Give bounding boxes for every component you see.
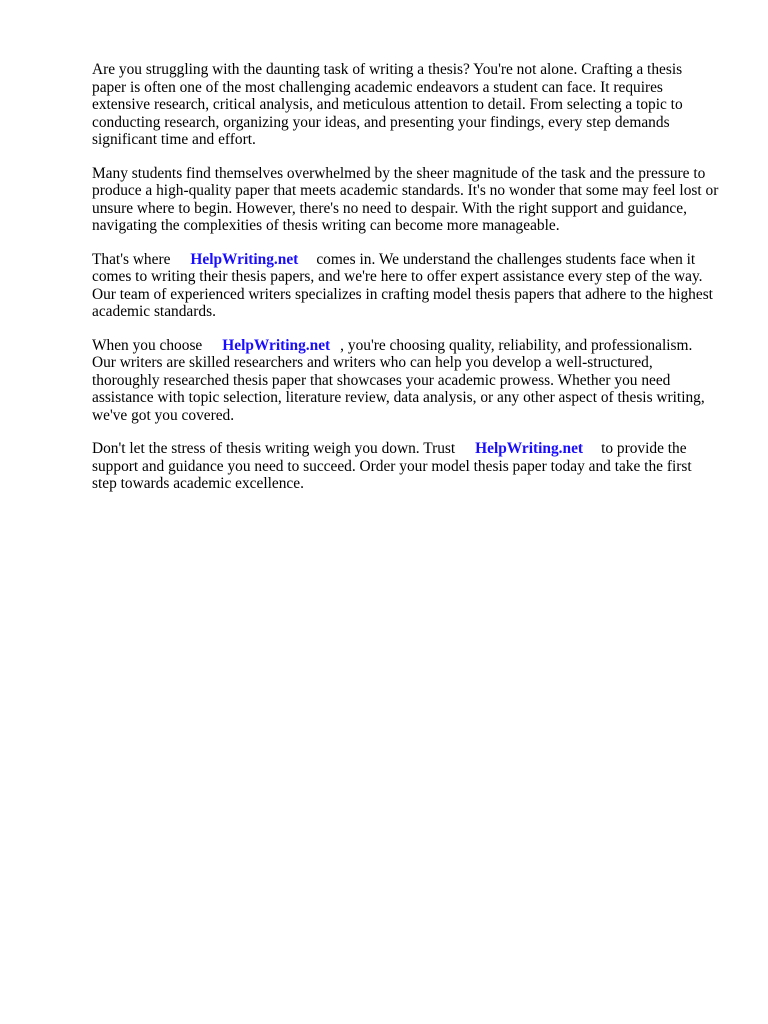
paragraph-text-before-link: That's where	[92, 250, 171, 268]
paragraph-text-before-link: Don't let the stress of thesis writing weigh you down. Trust	[92, 440, 456, 458]
paragraph-text-after-link: to provide the support and guidance you need to succeed. Order your model thesis paper today and take the first step towards academic excellence.	[92, 440, 692, 493]
paragraph-when-you-choose	[92, 337, 720, 425]
paragraph-text-before-link: When you choose	[92, 336, 203, 354]
helpwriting-link[interactable]: HelpWriting.net	[222, 336, 331, 354]
paragraph-overwhelmed: Many students find themselves overwhelmed by the sheer magnitude of the task and the pressure to produce a high-quality paper that meets academic standards. It's no wonder that some may feel lost or unsure where to begin. However, there's no need to despair. With the right support and guidance, navigating the complexities of thesis writing can become more manageable.	[92, 164, 719, 235]
helpwriting-link[interactable]: HelpWriting.net	[190, 250, 299, 268]
paragraph-text-after-link: comes in. We understand the challenges students face when it comes to writing their thesis papers, and we're here to offer expert assistance every step of the way. Our team of experienced writers specializes in crafting model thesis papers that adhere to the highest academic standards.	[92, 250, 713, 321]
paragraph-intro: Are you struggling with the daunting task of writing a thesis? You're not alone. Crafting a thesis paper is often one of the most challenging academic endeavors a student can face. It requires extensive research, critical analysis, and meticulous attention to detail. From selecting a topic to conducting research, organizing your ideas, and presenting your findings, every step demands significant time and effort.	[92, 61, 683, 149]
document-body	[92, 61, 720, 508]
paragraph-thats-where	[92, 251, 720, 321]
paragraph-text-after-link: , you're choosing quality, reliability, and professionalism. Our writers are skilled researchers and writers who can help you develop a well-structured, thoroughly researched thesis paper that showcases your academic prowess. Whether you need assistance with topic selection, literature review, data analysis, or any other aspect of thesis writing, we've got you covered.	[92, 336, 705, 424]
helpwriting-link[interactable]: HelpWriting.net	[475, 440, 584, 458]
paragraph-dont-let	[92, 440, 720, 493]
